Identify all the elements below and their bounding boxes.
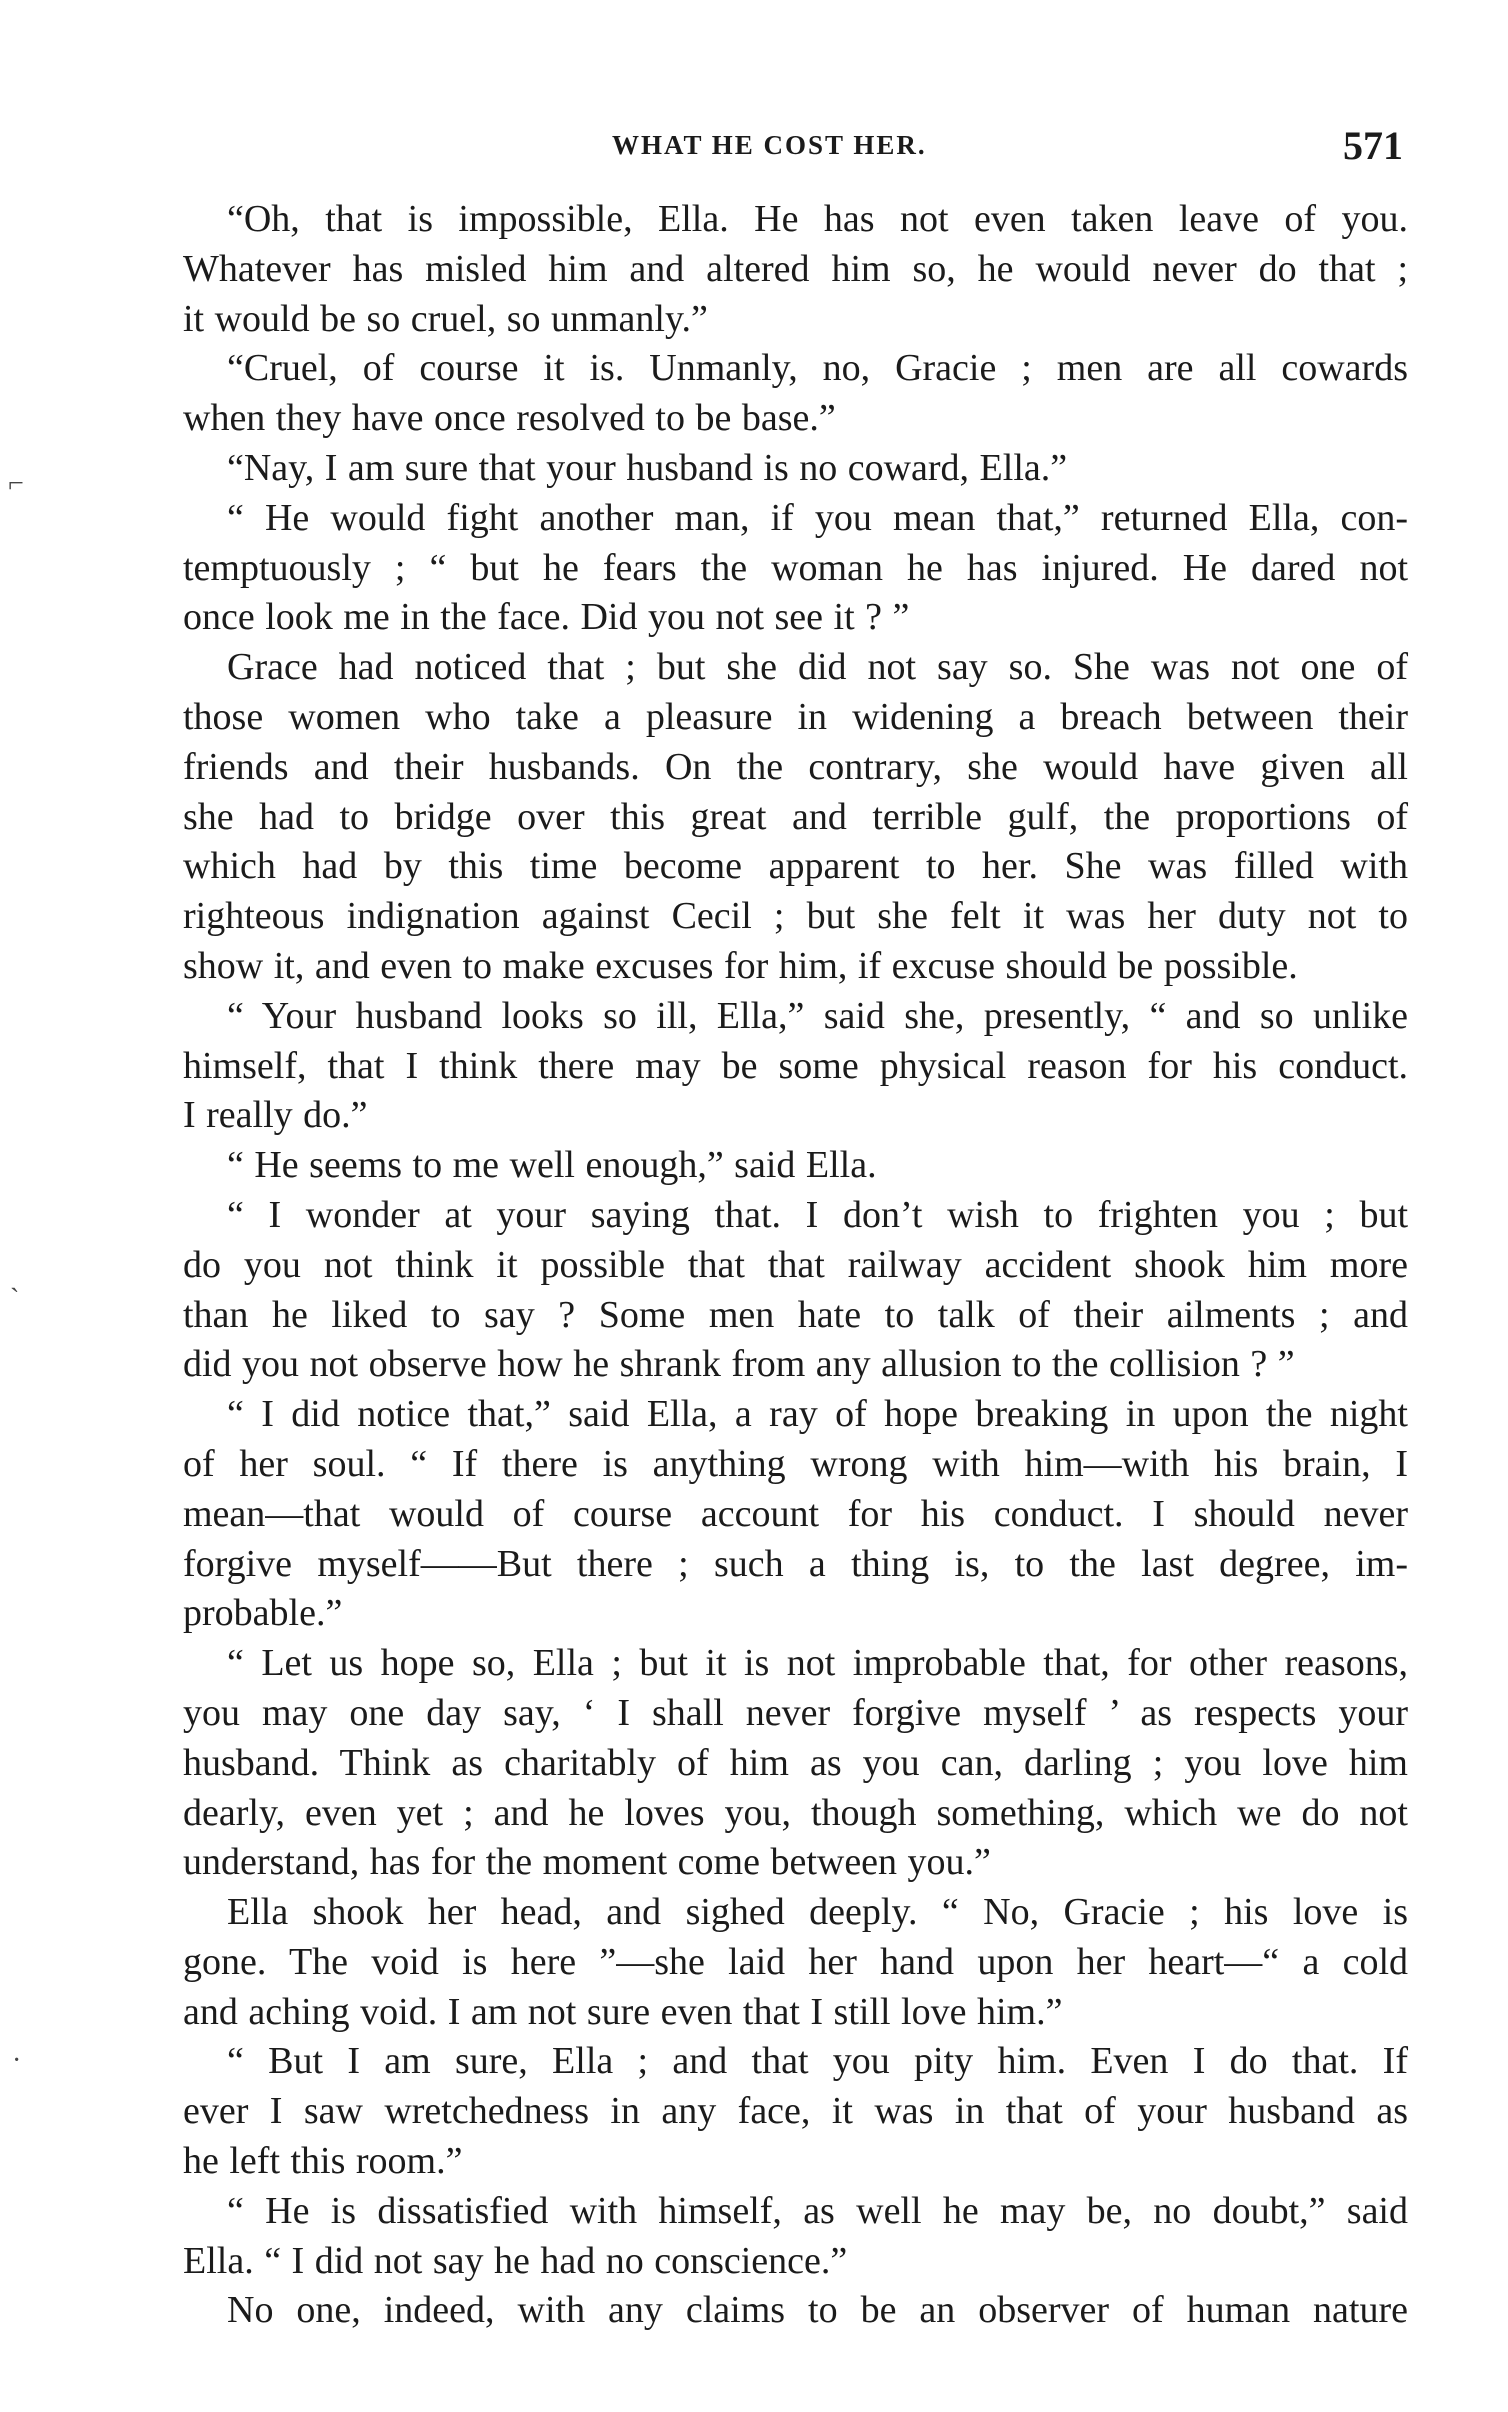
text-line: you may one day say, ‘ I shall never forgive myself ’ as respects your (183, 1691, 1408, 1734)
margin-mark: ˎ (10, 1262, 20, 1293)
text-line: righteous indignation against Cecil ; but she felt it was her duty not to (183, 895, 1408, 938)
text-line: those women who take a pleasure in widening a breach between their (183, 695, 1408, 738)
text-line: “Oh, that is impossible, Ella. He has not even taken leave of you. (227, 198, 1408, 240)
text-line: No one, indeed, with any claims to be an observer of human nature (227, 2289, 1408, 2332)
text-line: “ But I am sure, Ella ; and that you pity him. Even I do that. If (227, 2040, 1408, 2083)
text-line: Whatever has misled him and altered him so, he would never do that ; (183, 247, 1408, 290)
text-line: “Cruel, of course it is. Unmanly, no, Gracie ; men are all cowards (227, 347, 1408, 390)
text-line: “ I wonder at your saying that. I don’t wish to frighten you ; but (227, 1193, 1408, 1236)
text-line: “ He is dissatisfied with himself, as well he may be, no doubt,” said (227, 2189, 1408, 2232)
text-line: “Nay, I am sure that your husband is no coward, Ella.” (227, 446, 1068, 489)
text-line: Grace had noticed that ; but she did not say so. She was not one of (227, 646, 1408, 689)
text-line: than he liked to say ? Some men hate to talk of their ailments ; and (183, 1293, 1408, 1336)
running-title: WHAT HE COST HER. (612, 130, 927, 160)
page-number: 571 (1343, 123, 1403, 168)
margin-mark: ⌐ (8, 468, 24, 499)
text-line: gone. The void is here ”—she laid her hand upon her heart—“ a cold (183, 1940, 1408, 1983)
text-line: when they have once resolved to be base.” (183, 397, 836, 440)
text-line: “ He seems to me well enough,” said Ella. (227, 1144, 877, 1187)
text-line: probable.” (183, 1592, 343, 1635)
text-line: which had by this time become apparent to her. She was filled with (183, 845, 1408, 888)
text-line: mean—that would of course account for his conduct. I should never (183, 1492, 1408, 1535)
text-line: it would be so cruel, so unmanly.” (183, 297, 708, 340)
text-line: do you not think it possible that that railway accident shook him more (183, 1243, 1408, 1286)
text-line: temptuously ; “ but he fears the woman he has injured. He dared not (183, 546, 1408, 589)
text-line: forgive myself——But there ; such a thing is, to the last degree, im- (183, 1542, 1408, 1585)
text-line: and aching void. I am not sure even that I still love him.” (183, 1990, 1063, 2033)
text-line: ever I saw wretchedness in any face, it was in that of your husband as (183, 2090, 1408, 2133)
text-line: friends and their husbands. On the contrary, she would have given all (183, 745, 1408, 788)
text-line: of her soul. “ If there is anything wrong with him—with his brain, I (183, 1442, 1408, 1485)
text-line: “ Your husband looks so ill, Ella,” said she, presently, “ and so unlike (227, 994, 1408, 1037)
text-line: she had to bridge over this great and terrible gulf, the proportions of (183, 795, 1408, 838)
text-line: once look me in the face. Did you not see it ? ” (183, 596, 910, 639)
margin-mark: · (12, 2045, 22, 2076)
text-line: “ Let us hope so, Ella ; but it is not improbable that, for other reasons, (227, 1642, 1408, 1685)
text-line: understand, has for the moment come between you.” (183, 1841, 991, 1884)
text-line: “ He would fight another man, if you mean that,” returned Ella, con- (227, 496, 1408, 539)
body-text (183, 195, 1408, 2336)
text-line: himself, that I think there may be some physical reason for his conduct. (183, 1044, 1408, 1087)
text-line: “ I did notice that,” said Ella, a ray of hope breaking in upon the night (227, 1393, 1408, 1436)
text-line: he left this room.” (183, 2140, 463, 2183)
text-line: Ella shook her head, and sighed deeply. “ No, Gracie ; his love is (227, 1891, 1408, 1934)
text-line: I really do.” (183, 1094, 368, 1137)
text-line: did you not observe how he shrank from any allusion to the collision ? ” (183, 1343, 1295, 1386)
text-line: husband. Think as charitably of him as you can, darling ; you love him (183, 1741, 1408, 1784)
page-header (0, 122, 1508, 182)
text-line: show it, and even to make excuses for him, if excuse should be possible. (183, 944, 1298, 987)
text-line: dearly, even yet ; and he loves you, though something, which we do not (183, 1791, 1408, 1834)
text-line: Ella. “ I did not say he had no conscience.” (183, 2239, 848, 2282)
